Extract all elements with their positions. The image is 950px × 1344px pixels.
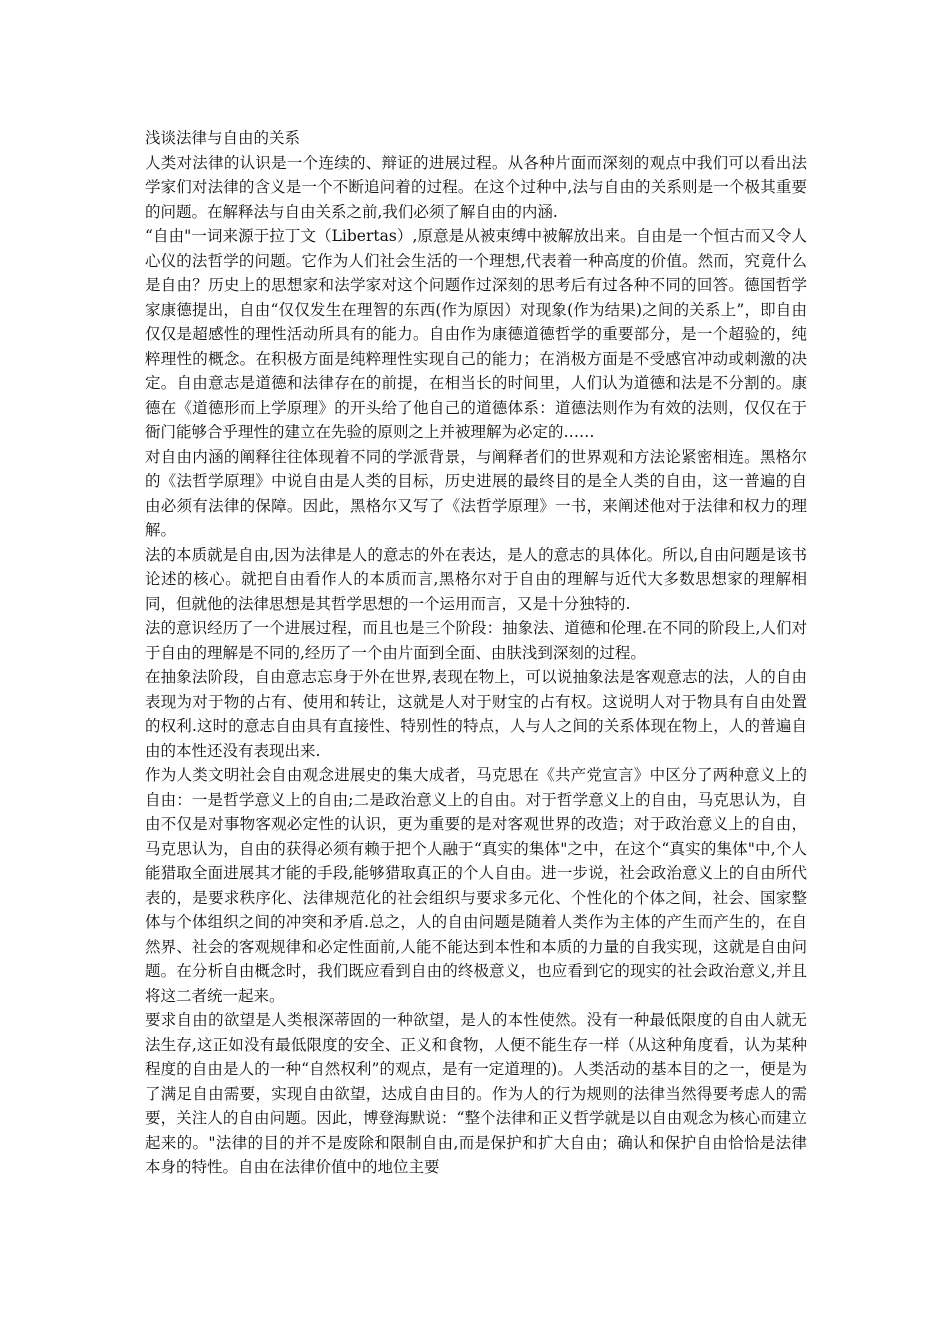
paragraph-desire-for-freedom: 要求自由的欲望是人类根深蒂固的一种欲望，是人的本性使然。没有一种最低限度的自由人就无法生存,这正如没有最低限度的安全、正义和食物，人便不能生存一样（从这种角度看，认为某种程度的自由是人的一种“自然权利”的观点，是有一定道理的)。人类活动的基本目的之一，便是为了满足自由需要，实现自由欲望，达成自由目的。作为人的行为规则的法律当然得要考虑人的需要，关注人的自由问题。因此，博登海默说：“整个法律和正义哲学就是以自由观念为核心而建立起来的。"法律的目的并不是废除和限制自由,而是保护和扩大自由；确认和保护自由恰恰是法律本身的特性。自由在法律价值中的地位主要	[145, 1011, 807, 1176]
document-title: 浅谈法律与自由的关系	[145, 129, 301, 147]
paragraph-marx-freedom: 作为人类文明社会自由观念进展史的集大成者，马克思在《共产党宣言》中区分了两种意义上的自由：一是哲学意义上的自由;二是政治意义上的自由。对于哲学意义上的自由，马克思认为，自由不仅是对事物客观必定性的认识，更为重要的是对客观世界的改造；对于政治意义上的自由，马克思认为，自由的获得必须有赖于把个人融于“真实的集体"之中，在这个“真实的集体"中,个人能猎取全面进展其才能的手段,能够猎取真正的个人自由。进一步说，社会政治意义上的自由所代表的，是要求秩序化、法律规范化的社会组织与要求多元化、个性化的个体之间，社会、国家整体与个体组织之间的冲突和矛盾.总之，人的自由问题是随着人类作为主体的产生而产生的，在自然界、社会的客观规律和必定性面前,人能不能达到本性和本质的力量的自我实现，这就是自由问题。在分析自由概念时，我们既应看到自由的终极意义，也应看到它的现实的社会政治意义,并且将这二者统一起来。	[145, 766, 807, 1005]
paragraph-intro: 人类对法律的认识是一个连续的、辩证的进展过程。从各种片面而深刻的观点中我们可以看出法学家们对法律的含义是一个不断追问着的过程。在这个过种中,法与自由的关系则是一个极其重要的问题。在解释法与自由关系之前,我们必须了解自由的内涵.	[145, 153, 807, 221]
paragraph-law-essence: 法的本质就是自由,因为法律是人的意志的外在表达，是人的意志的具体化。所以,自由问题是该书论述的核心。就把自由看作人的本质而言,黑格尔对于自由的理解与近代大多数思想家的理解相同，但就他的法律思想是其哲学思想的一个运用而言，又是十分独特的.	[145, 545, 807, 613]
document-page	[145, 126, 807, 1180]
paragraph-freedom-definition: “自由"一词来源于拉丁文（Libertas）,原意是从被束缚中被解放出来。自由是一个恒古而又令人心仪的法哲学的问题。它作为人们社会生活的一个理想,代表着一种高度的价值。然而，究竟什么是自由？历史上的思想家和法学家对这个问题作过深刻的思考后有过各种不同的回答。德国哲学家康德提出，自由“仅仅发生在理智的东西(作为原因）对现象(作为结果)之间的关系上”，即自由仅仅是超感性的理性活动所具有的能力。自由作为康德道德哲学的重要部分，是一个超验的，纯粹理性的概念。在积极方面是纯粹理性实现自己的能力；在消极方面是不受感官冲动或刺激的决定。自由意志是道德和法律存在的前提，在相当长的时间里，人们认为道德和法是不分割的。康德在《道德形而上学原理》的开头给了他自己的道德体系：道德法则作为有效的法则，仅仅在于衙门能够合乎理性的建立在先验的原则之上并被理解为必定的……	[145, 227, 807, 441]
paragraph-abstract-law: 在抽象法阶段，自由意志忘身于外在世界,表现在物上，可以说抽象法是客观意志的法，人的自由表现为对于物的占有、使用和转让，这就是人对于财宝的占有权。这说明人对于物具有自由处置的权利.这时的意志自由具有直接性、特别性的特点，人与人之间的关系体现在物上，人的普遍自由的本性还没有表现出来.	[145, 668, 807, 760]
paragraph-hegel-philosophy: 对自由内涵的阐释往往体现着不同的学派背景，与阐释者们的世界观和方法论紧密相连。黑格尔的《法哲学原理》中说自由是人类的目标，历史进展的最终目的是全人类的自由，这一普遍的自由必须有法律的保障。因此，黑格尔又写了《法哲学原理》一书，来阐述他对于法律和权力的理解。	[145, 447, 807, 539]
paragraph-law-stages: 法的意识经历了一个进展过程，而且也是三个阶段：抽象法、道德和伦理.在不同的阶段上,人们对于自由的理解是不同的,经历了一个由片面到全面、由肤浅到深刻的过程。	[145, 619, 807, 662]
